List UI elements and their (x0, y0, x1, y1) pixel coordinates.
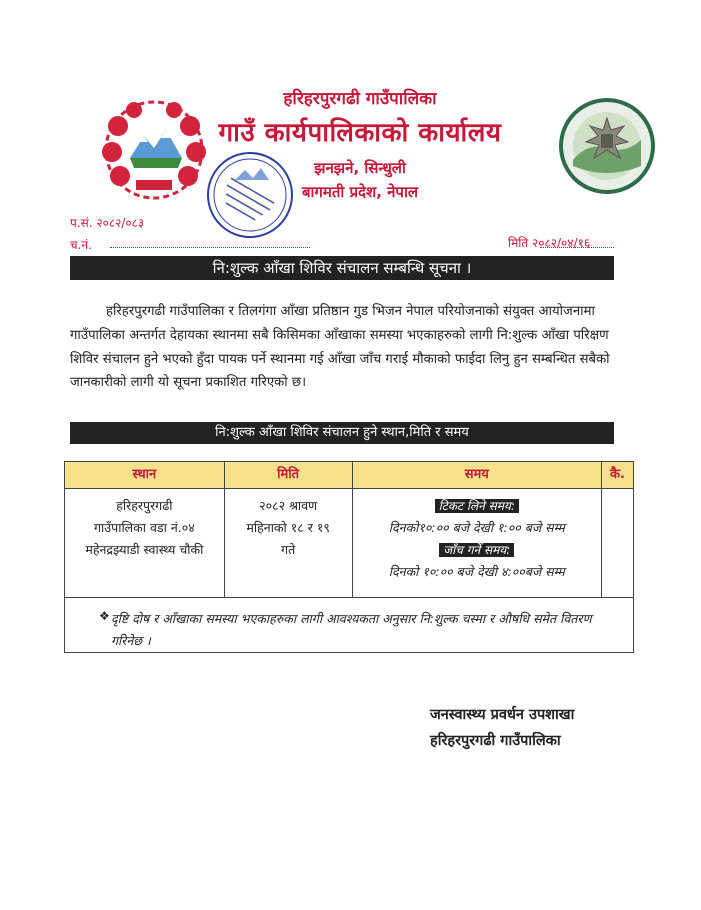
dispatch-line (110, 247, 310, 248)
note-text: दृष्टि दोष र आँखाका समस्या भएकाहरुका लागी आवश्यकता अनुसार नि:शुल्क चस्मा र औषधि समेत वितरण गरिनेछ । (111, 611, 592, 648)
check-time-value: दिनको १०:०० बजे देखी ४:००बजे सम्म (388, 564, 565, 579)
table-header-row (65, 462, 634, 489)
location-line: हरिहरपुरगढी (116, 498, 173, 513)
location-cell (65, 489, 225, 598)
note-box (64, 594, 634, 653)
header-location: स्थान (65, 462, 225, 489)
header-remarks: कै. (602, 462, 634, 489)
province-name: बागमती प्रदेश, नेपाल (301, 183, 419, 201)
office-title: गाउँ कार्यपालिकाको कार्यालय (218, 118, 502, 148)
body-paragraph: हरिहरपुरगढी गाउँपालिका र तिलगंगा आँखा प्रतिष्ठान गुड भिजन नेपाल परियोजनाको संयुक्त आयोजनामा गाउँपालिका अन्तर्गत देहायका स्थानमा सबै किसिमका आँखाका समस्या भएकाहरुको लागी नि:शुल्क आँखा परिक्षण शिविर संचालन हुने भएको हुँदा पायक पर्ने स्थानमा गई आँखा जाँच गराई मौकाको फाईदा लिनु हुन सम्बन्धित सबैको जानकारीको लागी यो सूचना प्रकाशित गरिएको छ। (70, 304, 610, 391)
ticket-time-value: दिनको१०:०० बजे देखी १:०० बजे सम्म (388, 520, 565, 535)
dispatch-number: च.नं. (70, 238, 92, 252)
location-line: महेनद्रझ्याडी स्वास्थ्य चौकी (85, 542, 204, 557)
ticket-time-label: टिकट लिने समय: (435, 499, 519, 513)
date-line (540, 247, 614, 248)
nepal-emblem-logo (100, 96, 208, 204)
office-location: झनझने, सिन्धुली (314, 159, 406, 177)
notice-body (70, 300, 630, 395)
notice-date: मिति २०८२/०४/१६ (508, 236, 591, 250)
location-line: गाउँपालिका वडा नं.०४ (93, 520, 195, 535)
date-line: गते (281, 542, 296, 557)
table-row (65, 489, 634, 598)
schedule-table (64, 461, 634, 598)
check-time-label: जाँच गर्ने समय: (439, 543, 514, 557)
date-cell (224, 489, 352, 598)
time-cell (352, 489, 602, 598)
schedule-title-bar: नि:शुल्क आँखा शिविर संचालन हुने स्थान,मिति र समय (70, 422, 614, 444)
signature-municipality: हरिहरपुरगढी गाउँपालिका (430, 733, 561, 749)
municipality-seal-logo (548, 96, 666, 196)
remarks-cell (602, 489, 634, 598)
notice-title-bar: नि:शुल्क आँखा शिविर संचालन सम्बन्धि सूचना । (70, 256, 614, 280)
header-time: समय (352, 462, 602, 489)
municipality-name: हरिहरपुरगढी गाउँपालिका (283, 89, 437, 109)
date-line: महिनाको १८ र १९ (246, 520, 330, 535)
date-line: २०८२ श्रावण (259, 498, 318, 513)
diamond-bullet-icon: ❖ (99, 609, 110, 623)
header-date: मिति (224, 462, 352, 489)
reference-number: प.सं. २०८२/०८३ (70, 216, 145, 230)
signature-department: जनस्वास्थ्य प्रवर्धन उपशाखा (430, 707, 575, 723)
